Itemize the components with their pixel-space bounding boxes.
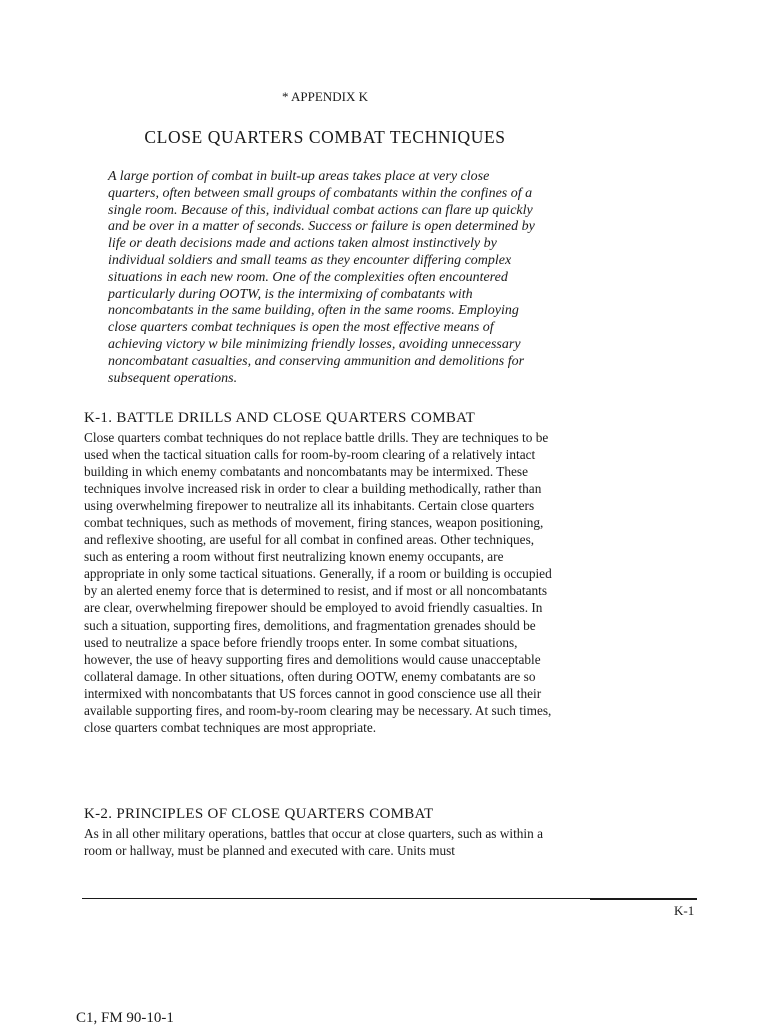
section-body-k1 [84, 429, 560, 736]
page-title: CLOSE QUARTERS COMBAT TECHNIQUES [144, 127, 506, 147]
appendix-label: * APPENDIX K [282, 89, 368, 104]
page-number: K-1 [674, 903, 695, 918]
intro-text: A large portion of combat in built-up areas takes place at very close quarters, often between small groups of combatants within the confines of a single room. Because of this, individual combat actions can flare up quickly and be over in a matter of seconds. Success or failure is open determined by life or death decisions made and actions taken almost instinctively by individual soldiers and small teams as they encounter differing complex situations in each new room. One of the complexities often encountered particularly during OOTW, is the intermixing of combatants with noncombatants in the same building, often in the same rooms. Employing close quarters combat techniques is open the most effective means of achieving victory w bile minimizing friendly losses, avoiding unnecessary noncombatant casualties, and conserving ammunition and demolitions for subsequent operations. [108, 169, 535, 386]
section-body-k2 [84, 825, 560, 859]
section-body-k1-text: Close quarters combat techniques do not replace battle drills. They are techniques to be used when the tactical situation calls for room-by-room clearing of a relatively intact building in which enemy combatants and noncombatants may be intermixed. These techniques involve increased risk in order to clear a building methodically, rather than using overwhelming firepower to neutralize all its inhabitants. Certain close quarters combat techniques, such as methods of movement, firing stances, weapon positioning, and reflexive shooting, are useful for all combat in confined areas. Other techniques, such as entering a room without first neutralizing known enemy occupants, are appropriate in only some tactical situations. Generally, if a room or building is occupied by an alerted enemy force that is determined to resist, and if most or all noncombatants are clear, overwhelming firepower should be employed to avoid friendly casualties. In such a situation, supporting fires, demolitions, and fragmentation grenades should be used to neutralize a space before friendly troops enter. In some combat situations, however, the use of heavy supporting fires and demolitions would cause unacceptable collateral damage. In other situations, often during OOTW, enemy combatants are so intermixed with noncombatants that US forces cannot in good conscience use all their available supporting fires, and room-by-room clearing may be necessary. At such times, close quarters combat techniques are most appropriate. [84, 430, 552, 735]
intro-paragraph [108, 169, 543, 387]
document-id: C1, FM 90-10-1 [76, 1010, 174, 1026]
section-heading-k1: K-1. BATTLE DRILLS AND CLOSE QUARTERS COMBAT [84, 410, 476, 426]
section-body-k2-text: As in all other military operations, battles that occur at close quarters, such as within a room or hallway, must be planned and executed with care. Units must [84, 826, 543, 859]
footer-rule-accent [590, 898, 697, 900]
section-heading-k2: K-2. PRINCIPLES OF CLOSE QUARTERS COMBAT [84, 806, 434, 822]
